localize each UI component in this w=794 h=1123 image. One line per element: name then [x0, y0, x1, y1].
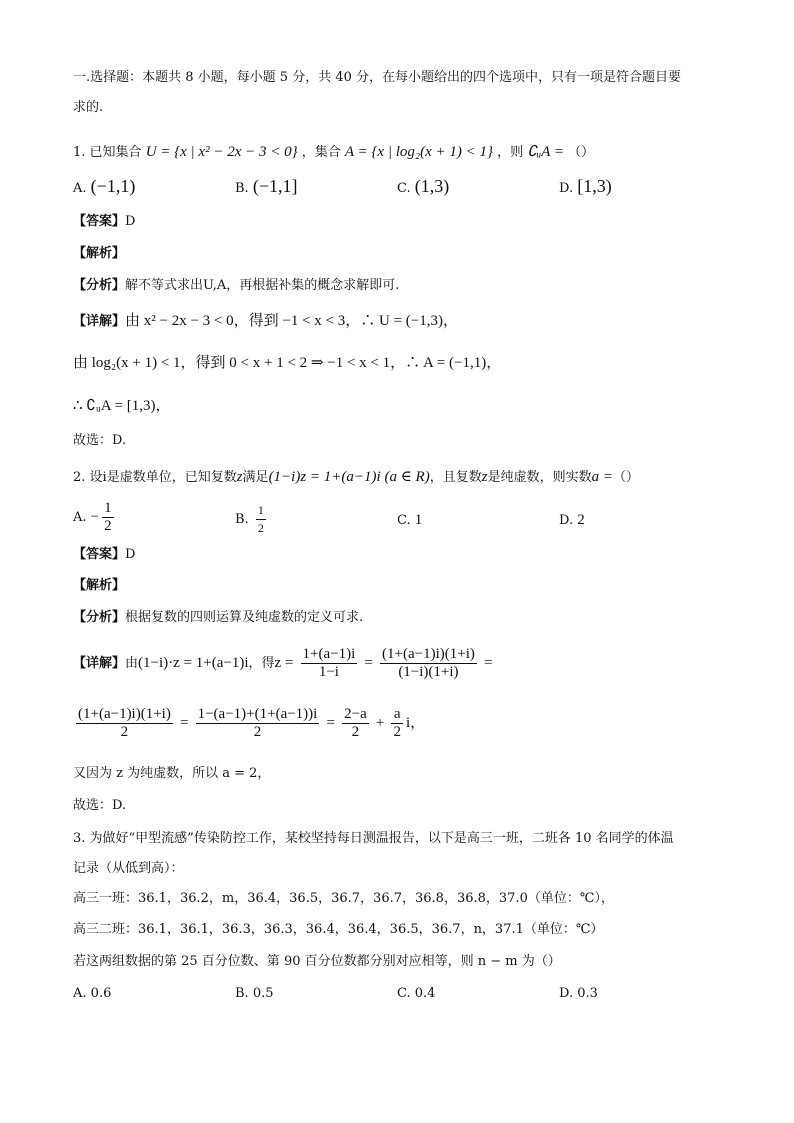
option-label: B. — [235, 986, 249, 1001]
xiangjie-tag: 【详解】 — [73, 656, 126, 671]
answer-tag: 【答案】 — [73, 547, 126, 562]
fraction-num: 1 — [104, 500, 112, 516]
option-value: 1 — [414, 512, 423, 528]
q2-detail-2 — [73, 703, 425, 744]
fraction — [196, 706, 320, 741]
fraction-den: 2 — [253, 724, 262, 740]
fraction-den: 2 — [393, 724, 401, 740]
option-label: B. — [235, 512, 249, 527]
detail-text: i， — [405, 715, 426, 731]
question-3-stem: 3. 为做好“甲型流感”传染防控工作，某校坚持每日测温报告，以下是高三一班，二班各 10 名同学的体温 — [73, 831, 674, 846]
set-u: U = {x | x² − 2x − 3 < 0} — [145, 144, 298, 160]
answer-value: D — [125, 547, 136, 562]
option-label: C. — [397, 513, 411, 528]
stem-text: 是纯虚数，则实数 — [487, 470, 592, 485]
stem-text: 1. 已知集合 — [73, 145, 142, 160]
q3-option-a[interactable] — [73, 984, 111, 1004]
option-value: 0.5 — [252, 986, 274, 1001]
option-label: B. — [235, 181, 249, 196]
set-a: A = {x | log₂(x + 1) < 1} — [344, 144, 493, 160]
q2-option-d[interactable] — [559, 510, 585, 531]
fraction — [342, 706, 369, 741]
q2-choose: 故选：D. — [73, 798, 127, 813]
fraction — [391, 706, 403, 741]
detail-text: 由 log₂(x + 1) < 1，得到 0 < x + 1 < 2 ⇒ −1 < x < 1，∴ A = (−1,1)， — [73, 355, 502, 371]
option-value: 0.3 — [577, 986, 598, 1001]
stem-text: ，且复数 — [429, 470, 482, 485]
stem-text: 满足 — [242, 470, 269, 485]
option-label: D. — [559, 181, 574, 196]
fraction-den: 2 — [257, 521, 264, 535]
option-value: 0.4 — [414, 986, 436, 1001]
fraction — [301, 646, 358, 681]
var-z: z — [236, 469, 243, 485]
complement-expr: ∁ᵤA = — [527, 144, 564, 160]
option-label: D. — [559, 513, 574, 528]
q1-detail-3 — [73, 396, 170, 417]
fraction-num: (1+(a−1)i)(1+i) — [382, 646, 475, 662]
option-value: (−1,1] — [252, 176, 298, 196]
q2-answer — [73, 545, 135, 565]
var-a: a = — [591, 469, 613, 485]
detail-text: ∴ ∁ᵤA = [1,3)， — [73, 398, 171, 414]
fenxi-text: 解不等式求出U,A，再根据补集的概念求解即可. — [125, 278, 400, 293]
detail-text: 由 x² − 2x − 3 < 0，得到 −1 < x < 3，∴ U = (−1,3)， — [125, 313, 459, 329]
q2-option-a[interactable] — [73, 500, 117, 535]
question-3-stem-cont: 记录（从低到高）： — [73, 861, 184, 876]
var-z: z — [481, 469, 488, 485]
fraction-den: (1−i)(1+i) — [398, 664, 459, 680]
q1-option-c[interactable] — [397, 176, 449, 199]
option-value: 2 — [577, 512, 585, 528]
equation: z = — [274, 655, 294, 671]
fraction-num: (1+(a−1)i)(1+i) — [78, 706, 171, 722]
equals-sign: = — [179, 715, 189, 731]
fenxi-tag: 【分析】 — [73, 278, 126, 293]
stem-text: 2. 设i是虚数单位，已知复数 — [73, 470, 237, 485]
q2-option-b[interactable] — [235, 502, 269, 537]
xiangjie-tag: 【详解】 — [73, 314, 126, 329]
answer-tag: 【答案】 — [73, 214, 126, 229]
option-label: D. — [559, 986, 574, 1001]
q1-choose: 故选：D. — [73, 433, 127, 448]
fraction — [76, 706, 173, 741]
q3-option-b[interactable] — [235, 984, 274, 1004]
section-heading-cont: 求的. — [73, 100, 104, 115]
q1-detail-1 — [73, 311, 458, 332]
fenxi-tag: 【分析】 — [73, 610, 126, 625]
option-label: A. — [73, 510, 87, 525]
q1-option-d[interactable] — [559, 176, 612, 199]
q2-detail-1 — [73, 643, 492, 684]
fraction-num: 2−a — [344, 706, 367, 722]
option-value: (−1,1) — [90, 176, 136, 196]
option-label: A. — [73, 986, 87, 1001]
q1-answer — [73, 212, 135, 232]
q3-class-1-data: 高三一班：36.1，36.2，m，36.4，36.5，36.7，36.7，36.8，36.8，37.0（单位：℃）， — [73, 891, 614, 906]
q3-option-d[interactable] — [559, 984, 598, 1004]
equation: (1−i)z = 1+(a−1)i (a ∈ R) — [268, 469, 430, 485]
fenxi-text: 根据复数的四则运算及纯虚数的定义可求. — [125, 610, 364, 625]
fraction-num: 1−(a−1)+(1+(a−1))i — [197, 706, 318, 722]
q1-option-a[interactable] — [73, 176, 135, 199]
equals-sign: = — [364, 655, 373, 671]
fraction-num: a — [391, 706, 403, 724]
option-fraction — [102, 500, 114, 535]
answer-paren: （） — [612, 470, 639, 485]
fraction-den: 2 — [104, 518, 112, 534]
q2-option-c[interactable] — [397, 510, 422, 531]
q3-option-c[interactable] — [397, 984, 435, 1004]
equals-sign: = — [326, 715, 335, 731]
answer-paren: （） — [568, 145, 595, 160]
fraction-den: 2 — [351, 724, 360, 740]
option-value: 0.6 — [90, 986, 112, 1001]
option-label: C. — [397, 181, 411, 196]
fraction-den: 1−i — [318, 664, 339, 680]
q1-detail-2 — [73, 353, 501, 374]
equals-sign: = — [484, 655, 493, 671]
option-label: A. — [73, 181, 87, 196]
section-heading: 一.选择题：本题共 8 小题，每小题 5 分，共 40 分，在每小题给出的四个选项中，只有一项是符合题目要 — [73, 70, 682, 85]
detail-text: ，得 — [248, 656, 275, 671]
option-label: C. — [397, 986, 411, 1001]
question-1-stem — [73, 142, 594, 163]
q1-fenxi — [73, 276, 399, 296]
equation: (1−i)·z = 1+(a−1)i — [138, 655, 249, 671]
q3-question: 若这两组数据的第 25 百分位数、第 90 百分位数都分别对应相等，则 n − m 为（） — [73, 954, 561, 969]
option-value: (1,3) — [414, 176, 450, 196]
question-2-stem — [73, 467, 639, 488]
stem-text: ，则 — [497, 145, 524, 160]
q2-detail-3: 又因为 z 为纯虚数，所以 a = 2， — [73, 766, 271, 781]
answer-value: D — [125, 214, 136, 229]
q2-fenxi — [73, 608, 363, 628]
stem-text: ，集合 — [301, 145, 341, 160]
q3-class-2-data: 高三二班：36.1，36.1，36.3，36.3，36.4，36.4，36.5，36.7，n，37.1（单位：℃） — [73, 922, 604, 937]
option-fraction — [256, 502, 266, 537]
fraction-num: 1+(a−1)i — [302, 646, 356, 662]
fraction-num: 1 — [256, 502, 266, 520]
q2-analysis-tag: 【解析】 — [73, 578, 126, 593]
detail-text: 由 — [125, 656, 139, 671]
plus-sign: + — [375, 715, 385, 731]
option-sign: − — [90, 509, 100, 525]
fraction — [380, 646, 477, 681]
fraction-den: 2 — [120, 724, 129, 740]
q1-option-b[interactable] — [235, 176, 297, 199]
option-value: [1,3) — [577, 176, 612, 196]
q1-analysis-tag: 【解析】 — [73, 246, 126, 261]
